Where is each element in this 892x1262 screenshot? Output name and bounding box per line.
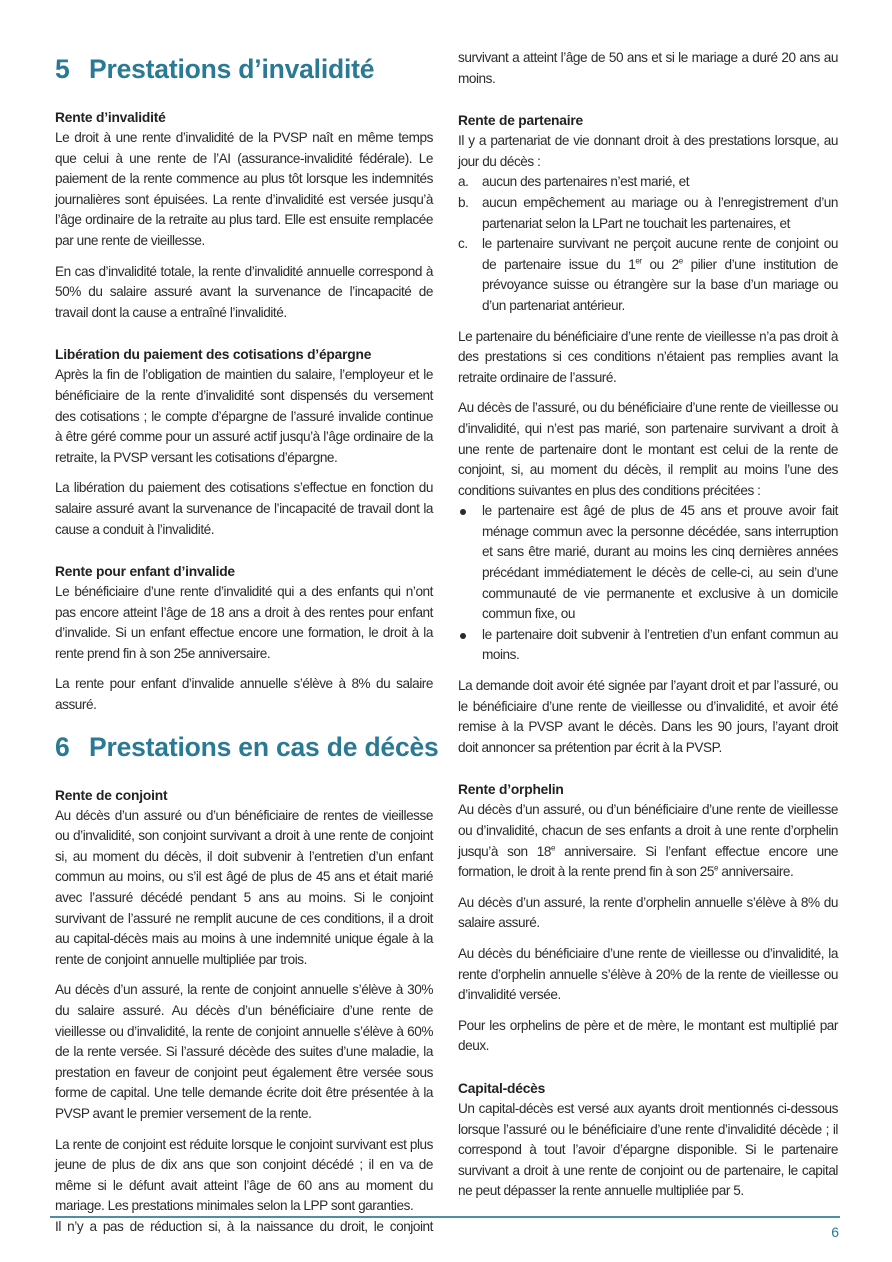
paragraph: Après la fin de l’obligation de maintien du salaire, l’employeur et le bénéficiaire de la rente d’invalidité sont dispensés du versement des cotisations ; le compte d’épargne de l’assuré invalide continue à être géré comme pour un assuré actif jusqu’à l’âge ordinaire de la retraite, la PVSP versant les cotisations d’épargne. (55, 367, 433, 465)
section-6-heading (55, 730, 439, 764)
paragraph: En cas d’invalidité totale, la rente d’invalidité annuelle correspond à 50% du salaire assuré avant la survenance de l’incapacité de travail dont la cause a entraîné l’invalidité. (55, 263, 433, 320)
paragraph (458, 800, 838, 882)
bullet-list (458, 501, 838, 666)
superscript: er (635, 256, 642, 266)
paragraph: Il n’y a pas de réduction si, à la naissance du droit, le conjoint (55, 1218, 433, 1234)
list-item-text: pilier d’une institution de prévoyance suisse ou étrangère sur la base d’un mariage ou d’un partenariat antérieur. (482, 256, 838, 313)
list-item (458, 193, 838, 234)
footer-divider (50, 1216, 840, 1218)
rente-enfant-heading: Rente pour enfant d’invalide (55, 564, 235, 580)
paragraph: Le partenaire du bénéficiaire d’une rente de vieillesse n’a pas droit à des prestations si ces conditions n’étaient pas remplies avant la retraite ordinaire de l’assuré. (458, 328, 838, 385)
paragraph: La demande doit avoir été signée par l’ayant droit et par l’assuré, ou le bénéficiaire d’une rente de vieillesse ou d’invalidité, et avoir été remise à la PVSP avant le décès. Dans les 90 jours, l’ayant droit doit annoncer sa prétention par écrit à la PVSP. (458, 678, 838, 755)
list-item-text: ou 2 (641, 256, 679, 272)
list-item (458, 172, 838, 193)
paragraph: Au décès d’un assuré, la rente de conjoint annuelle s’élève à 30% du salaire assuré. Au décès d’un bénéficiaire d’une rente de vieillesse ou d’invalidité, la rente de conjoint annuelle s’élève à 60% de la rente versée. Si l’assuré décède des suites d’une maladie, la prestation en faveur de conjoint peut également être versée sous forme de capital. Une telle demande écrite doit être présentée à la PVSP avant le premier versement de la rente. (55, 982, 433, 1121)
text-span: Au décès d’un assuré, ou d’un bénéficiaire d’une rente de vieillesse ou d’invalidité, chacun de ses enfants a droit à une rente d’orphelin jusqu’à son 18 (458, 802, 838, 859)
text-span: anniversaire. Si l’enfant effectue encore une formation, le droit à la rente prend fin à son 25 (458, 843, 839, 880)
paragraph: Le bénéficiaire d’une rente d’invalidité qui a des enfants qui n’ont pas encore atteint l’âge de 18 ans a droit à des rentes pour enfant d’invalide. Si un enfant effectue encore une formation, le droit à la rente prend fin à son 25e anniversaire. (55, 584, 433, 661)
list-item-text: le partenaire doit subvenir à l’entretien d’un enfant commun au moins. (482, 626, 838, 663)
paragraph: Le droit à une rente d’invalidité de la PVSP naît en même temps que celui à une rente de l’AI (assurance-invalidité fédérale). Le paiement de la rente commence au plus tôt lorsque les indemnités journalières sont épuisées. La rente d’invalidité est versée jusqu’à l’âge ordinaire de la retraite au plus tard. Elle est ensuite remplacée par une rente de vieillesse. (55, 130, 433, 248)
page-number: 6 (831, 1224, 839, 1240)
bullet-icon (460, 633, 466, 639)
section-6-title: Prestations en cas de décès (89, 731, 439, 762)
right-column (458, 48, 838, 1212)
paragraph: Au décès d’un assuré, la rente d’orphelin annuelle s’élève à 8% du salaire assuré. (458, 894, 838, 931)
capital-deces-heading: Capital-décès (458, 1080, 546, 1096)
paragraph: La rente pour enfant d’invalide annuelle s’élève à 8% du salaire assuré. (55, 676, 433, 713)
paragraph: Au décès de l’assuré, ou du bénéficiaire d’une rente de vieillesse ou d’invalidité, qui n’est pas marié, son partenaire survivant a droit à une rente de partenaire dont le montant est celui de la rente de conjoint, si, au moment du décès, il remplit au moins l’une des conditions suivantes en plus des conditions précitées : (458, 400, 838, 498)
text-span: anniversaire. (718, 864, 794, 880)
list-item-text: le partenaire est âgé de plus de 45 ans et prouve avoir fait ménage commun avec la personne décédée, sans interruption et sans être marié, durant au moins les cinq dernières années précédant immédiatement le décès de celle-ci, au sein d’une communauté de vie permanente et exclusive à un domicile commun fixe, ou (482, 503, 838, 622)
rente-conjoint-heading: Rente de conjoint (55, 787, 168, 803)
section-6-number: 6 (55, 731, 70, 762)
rente-invalidite-heading: Rente d’invalidité (55, 110, 166, 125)
list-item (458, 501, 838, 625)
section-5-title: Prestations d’invalidité (89, 54, 375, 84)
list-item-text: aucun empêchement au mariage ou à l’enregistrement d’un partenariat selon la LPart ne touchait les partenaires, et (482, 194, 838, 231)
paragraph: La rente de conjoint est réduite lorsque le conjoint survivant est plus jeune de plus de dix ans que son conjoint décédé ; il en va de même si le défunt avait atteint l’âge de 60 ans au moment du mariage. Les prestations minimales selon la LPP sont garanties. (55, 1136, 433, 1214)
paragraph-continuation: survivant a atteint l’âge de 50 ans et si le mariage a duré 20 ans au moins. (458, 50, 838, 86)
left-column (55, 44, 439, 1238)
section-5-heading (55, 52, 433, 86)
superscript: e (678, 256, 683, 266)
list-marker: a. (458, 174, 469, 190)
superscript: e (714, 863, 719, 873)
rente-partenaire-heading: Rente de partenaire (458, 113, 584, 129)
conditions-list (458, 172, 838, 316)
paragraph: La libération du paiement des cotisations s’effectue en fonction du salaire assuré avant la survenance de l’incapacité de travail dont la cause a conduit à l’invalidité. (55, 480, 433, 537)
liberation-heading: Libération du paiement des cotisations d’épargne (55, 347, 372, 363)
list-item (458, 234, 838, 316)
list-marker: b. (458, 194, 469, 210)
section-5-number: 5 (55, 54, 70, 84)
rente-orphelin-heading: Rente d’orphelin (458, 782, 564, 798)
paragraph: Il y a partenariat de vie donnant droit à des prestations lorsque, au jour du décès : (458, 133, 838, 169)
list-item (458, 625, 838, 666)
list-item-text: aucun des partenaires n’est marié, et (482, 174, 690, 190)
bullet-icon (460, 509, 466, 515)
paragraph: Au décès du bénéficiaire d’une rente de vieillesse ou d’invalidité, la rente d’orphelin annuelle s’élève à 20% de la rente de vieillesse ou d’invalidité versée. (458, 945, 838, 1003)
list-item-text: le partenaire survivant ne perçoit aucune rente de conjoint ou de partenaire issue du 1 (482, 236, 838, 272)
paragraph: Au décès d’un assuré ou d’un bénéficiaire de rentes de vieillesse ou d’invalidité, son conjoint survivant a droit à une rente de conjoint si, au moment du décès, il doit subvenir à l’entretien d’un enfant commun au moins, ou s’il est âgé de plus de 45 ans et était marié avec l’assuré décédé pendant 5 ans au moins. Si le conjoint survivant de l’assuré ne remplit aucune de ces conditions, il a droit au capital-décès mais au moins à une indemnité unique égale à la rente de conjoint annuelle multipliée par trois. (55, 807, 433, 967)
paragraph: Un capital-décès est versé aux ayants droit mentionnés ci-dessous lorsque l’assuré ou le bénéficiaire d’une rente d’invalidité décède ; il correspond à tout l’avoir d’épargne disponible. Si le partenaire survivant a droit à une rente de conjoint ou de partenaire, le capital ne peut dépasser la rente annuelle multipliée par 5. (458, 1100, 838, 1199)
superscript: e (551, 843, 556, 853)
paragraph: Pour les orphelins de père et de mère, le montant est multiplié par deux. (458, 1017, 838, 1054)
list-marker: c. (458, 236, 468, 252)
